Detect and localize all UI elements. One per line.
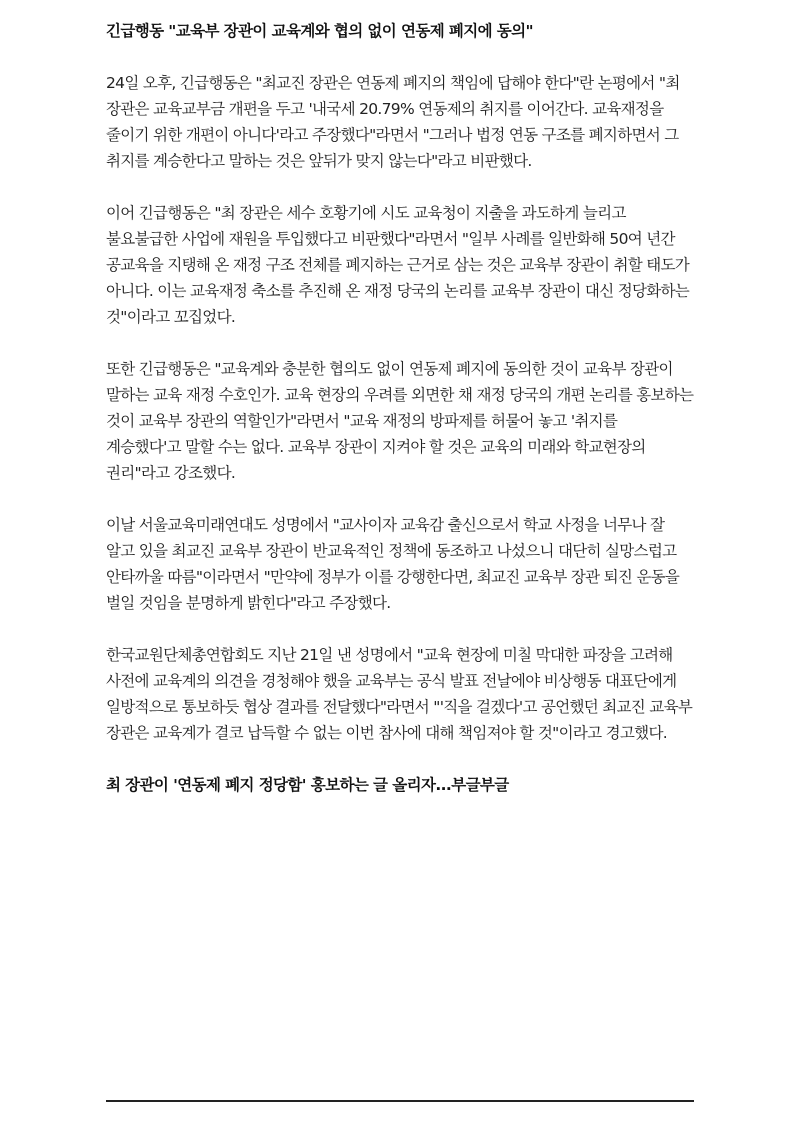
paragraph-2: 이어 긴급행동은 "최 장관은 세수 호황기에 시도 교육청이 지출을 과도하게 늘리고 불요불급한 사업에 재원을 투입했다고 비판했다"라면서 "일부 사례를 일반화해 50여 년간 공교육을 지탱해 온 재정 구조 전체를 폐지하는 근거로 삼는 것은 교육부 장관이 취할 태도가 아니다. 이는 교육재정 축소를 추진해 온 재정 당국의 논리를 교육부 장관이 대신 정당화하는 것"이라고 꼬집었다.	[106, 204, 690, 326]
bottom-divider	[106, 1100, 694, 1102]
paragraph-3: 또한 긴급행동은 "교육계와 충분한 협의도 없이 연동제 폐지에 동의한 것이 교육부 장관이 말하는 교육 재정 수호인가. 교육 현장의 우려를 외면한 채 재정 당국의 개편 논리를 홍보하는 것이 교육부 장관의 역할인가"라면서 "교육 재정의 방파제를 허물어 놓고 '취지를 계승했다'고 말할 수는 없다. 교육부 장관이 지켜야 할 것은 교육의 미래와 학교현장의 권리"라고 강조했다.	[106, 360, 694, 482]
section-heading-2: 최 장관이 '연동제 폐지 정당함' 홍보하는 글 올리자...부글부글	[106, 776, 509, 794]
section-heading-1: 긴급행동 "교육부 장관이 교육계와 협의 없이 연동제 폐지에 동의"	[106, 22, 534, 40]
paragraph-5: 한국교원단체총연합회도 지난 21일 낸 성명에서 "교육 현장에 미칠 막대한 파장을 고려해 사전에 교육계의 의견을 경청해야 했을 교육부는 공식 발표 전날에야 비상행동 대표단에게 일방적으로 통보하듯 협상 결과를 전달했다"라면서 "'직을 걸겠다'고 공언했던 최교진 교육부 장관은 교육계가 결코 납득할 수 없는 이번 참사에 대해 책임져야 할 것"이라고 경고했다.	[106, 646, 693, 742]
paragraph-4: 이날 서울교육미래연대도 성명에서 "교사이자 교육감 출신으로서 학교 사정을 너무나 잘 알고 있을 최교진 교육부 장관이 반교육적인 정책에 동조하고 나섰으니 대단히 실망스럽고 안타까울 따름"이라면서 "만약에 정부가 이를 강행한다면, 최교진 교육부 장관 퇴진 운동을 벌일 것임을 분명하게 밝힌다"라고 주장했다.	[106, 516, 680, 612]
article-body	[106, 18, 694, 798]
paragraph-1: 24일 오후, 긴급행동은 "최교진 장관은 연동제 폐지의 책임에 답해야 한다"란 논평에서 "최 장관은 교육교부금 개편을 두고 '내국세 20.79% 연동제의 취지를 이어간다. 교육재정을 줄이기 위한 개편이 아니다'라고 주장했다"라면서 "그러나 법정 연동 구조를 폐지하면서 그 취지를 계승한다고 말하는 것은 앞뒤가 맞지 않는다"라고 비판했다.	[106, 74, 680, 170]
